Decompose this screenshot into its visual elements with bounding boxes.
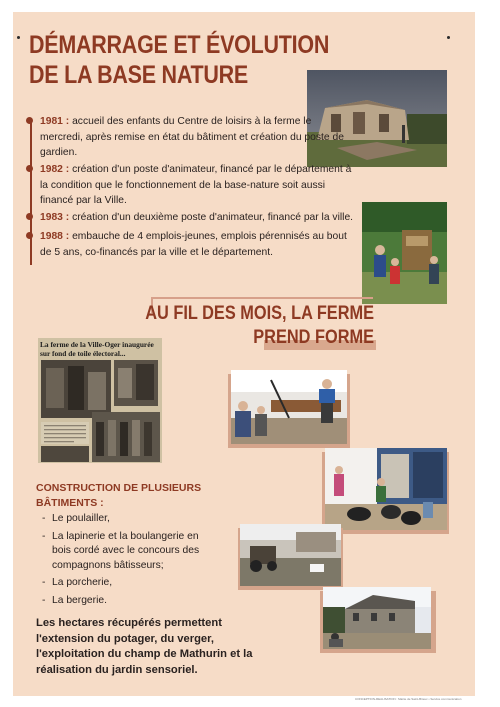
- timeline-bullet: [26, 213, 33, 220]
- timeline-entry-1981: [40, 114, 356, 161]
- photo-tractor-field: [240, 524, 341, 586]
- timeline-entry-1983: [40, 210, 356, 226]
- pin-hole-left: [17, 36, 20, 39]
- list-item: - Le poulailler,: [42, 512, 172, 527]
- timeline-year: 1988 :: [40, 231, 70, 242]
- timeline-bullet: [26, 232, 33, 239]
- photo-farm-shed: [325, 448, 447, 530]
- timeline-year: 1981 :: [40, 116, 70, 127]
- timeline-text: embauche de 4 emplois-jeunes, emplois pérennisés au bout de 5 ans, co-financés par la ville et le département.: [40, 231, 347, 258]
- construction-title-line-2: BÂTIMENTS :: [36, 496, 104, 509]
- pin-hole-right: [447, 36, 450, 39]
- section-heading-line-2: PREND FORME: [253, 327, 374, 348]
- timeline-bullet: [26, 165, 33, 172]
- timeline-text: création d'un poste d'animateur, financé par le département à la condition que le fonctionnement de la base-nature soit aussi financé par la Ville.: [40, 164, 352, 206]
- list-item: - La bergerie.: [42, 594, 172, 609]
- photo-sawing-wood: [231, 370, 347, 444]
- timeline-bullet: [26, 117, 33, 124]
- footer-credit: CONCEPTION-REALISATION : Mairie de Saint-Brieuc • Service communication: [355, 697, 462, 701]
- title-line-2: DE LA BASE NATURE: [29, 61, 248, 89]
- list-item: - La porcherie,: [42, 576, 172, 591]
- timeline-line: [30, 120, 32, 265]
- timeline-year: 1982 :: [40, 164, 70, 175]
- conclusion-text: Les hectares récupérés permettent l'extension du potager, du verger, l'exploitation du champ de Mathurin et la réalisation du jardin sensoriel.: [36, 617, 253, 676]
- page-title: [29, 30, 329, 90]
- timeline-text: création d'un deuxième poste d'animateur, financé par la ville.: [69, 212, 354, 223]
- timeline-text: accueil des enfants du Centre de loisirs à la ferme le mercredi, après remise en état du bâtiment et création du poste de gardien.: [40, 116, 344, 158]
- timeline-year: 1983 :: [40, 212, 70, 223]
- newspaper-clipping: [38, 338, 162, 463]
- timeline-entry-1982: [40, 162, 356, 209]
- photo-farmhouse: [323, 587, 431, 649]
- construction-title-line-1: CONSTRUCTION DE PLUSIEURS: [36, 482, 202, 494]
- construction-title: [36, 481, 201, 510]
- section-heading: [145, 302, 374, 350]
- section-heading-line-1: AU FIL DES MOIS, LA FERME: [145, 303, 374, 324]
- timeline-entry-1988: [40, 229, 356, 260]
- section-rule-top: [151, 297, 373, 299]
- title-line-1: DÉMARRAGE ET ÉVOLUTION: [29, 31, 330, 59]
- construction-list: [42, 512, 212, 611]
- clipping-headline: La ferme de la Ville-Oger inaugurée sur fond de toile électoral...: [40, 340, 154, 358]
- photo-workers-garden: [362, 202, 447, 304]
- list-item: - La lapinerie et la boulangerie en bois cordé avec le concours des compagnons bâtisseurs;: [42, 530, 212, 574]
